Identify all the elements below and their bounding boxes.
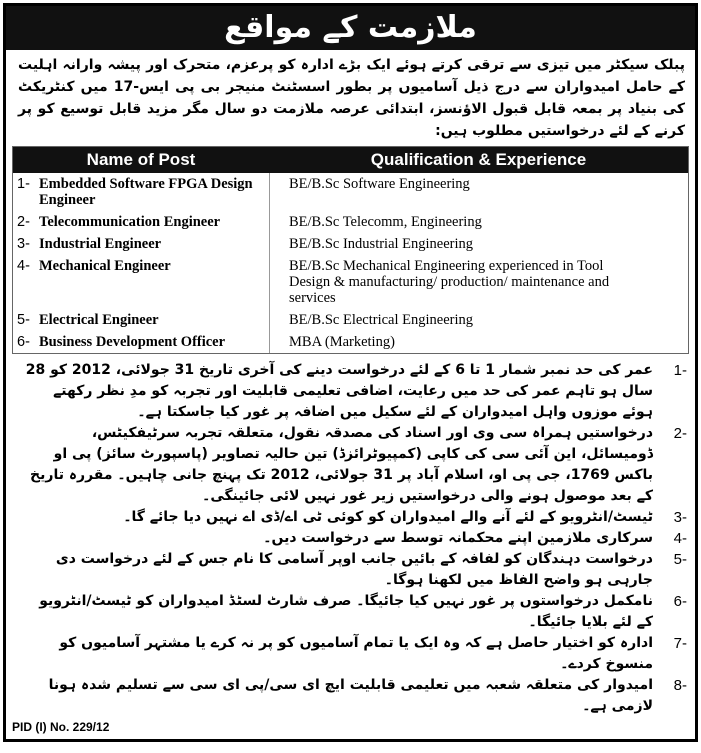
post-name: Business Development Officer [39, 334, 226, 350]
term-item [18, 528, 687, 549]
post-name: Mechanical Engineer [39, 258, 171, 274]
post-name: Telecommunication Engineer [39, 214, 221, 230]
intro-paragraph: پبلک سیکٹر میں تیزی سے ترقی کرتے ہوئے ایک بڑے ادارہ کو پرعزم، متحرک اور پیشہ وارانہ اہلیت کے حامل امیدواران سے درج ذیل آسامیوں پر بطور اسسٹنٹ منیجر بی پی ایس-17 میں کنٹریکٹ کی بنیاد پر بمعہ قابل قبول الاؤنسز، ابتدائی عرصہ ملازمت دو سال مگر مزید قابل توسیع کو پر کرنے کے لئے درخواستیں مطلوب ہیں: [18, 57, 686, 139]
term-text: عمر کی حد نمبر شمار 1 تا 6 کے لئے درخواست دینے کی آخری تاریخ 31 جولائی، 2012 کو 28 سال ہو تاہم عمر کی حد میں رعایت، اضافی تعلیمی قابلیت اور تجربہ کو مدِ نظر رکھتے ہوئے موزوں واہل امیدواران کے لئے سکیل میں اضافہ پر غور کیا جاسکتا ہے۔ [25, 362, 653, 420]
ad-title: ملازمت کے مواقع [6, 6, 695, 50]
term-item [18, 549, 687, 591]
qualification: BE/B.Sc Industrial Engineering [289, 236, 474, 252]
table-header [13, 147, 688, 173]
table-row [13, 173, 688, 211]
qualification: MBA (Marketing) [289, 334, 395, 350]
term-text: امیدوار کی متعلقہ شعبہ میں تعلیمی قابلیت ایچ ای سی/پی ای سی سے تسلیم شدہ ہونا لازمی ہے۔ [48, 677, 653, 714]
term-number: 7- [673, 635, 687, 652]
term-text: سرکاری ملازمین اپنے محکمانہ توسط سے درخواست دیں۔ [263, 530, 653, 546]
post-name: Industrial Engineer [39, 236, 162, 252]
term-text: نامکمل درخواستوں پر غور نہیں کیا جائیگا۔ صرف شارٹ لسٹڈ امیدواران کو ٹیسٹ/انٹرویو کے لئے بلایا جائیگا۔ [39, 593, 653, 630]
term-number: 8- [673, 677, 687, 694]
term-text: درخواست دہندگان کو لفافہ کے بائیں جانب اوپر آسامی کا نام جس کے لئے درخواست دی جارہی ہو واضح الفاظ میں لکھنا ہوگا۔ [55, 551, 653, 588]
row-number: 3- [17, 236, 30, 252]
header-name-of-post: Name of Post [86, 150, 196, 169]
term-text: ٹیسٹ/انٹرویو کے لئے آنے والے امیدواران کو کوئی ٹی اے/ڈی اے نہیں دیا جائے گا۔ [123, 509, 653, 525]
term-text: درخواستیں ہمراہ سی وی اور اسناد کی مصدقہ نقول، متعلقہ تجربہ سرٹیفکیٹس، ڈومیسائل، این آئی سی کی کاپی (کمپیوٹرائزڈ) تین حالیہ تصاویر (پاسپورٹ سائز) پی او باکس 1769، جی پی او، اسلام آباد پر 31 جولائی، 2012 تک پہنچ جانی چاہیں۔ مقررہ تاریخ کے بعد موصول ہونے والی درخواستیں زیر غور نہیں لائی جائینگی۔ [30, 425, 653, 504]
row-number: 5- [17, 312, 30, 328]
term-number: 4- [673, 530, 687, 547]
term-item [18, 591, 687, 633]
job-advertisement [3, 3, 698, 742]
term-item [18, 675, 687, 717]
term-item [18, 423, 687, 507]
table-row [13, 233, 688, 255]
terms-list [18, 360, 687, 717]
term-number: 2- [673, 425, 687, 442]
qualification: BE/B.Sc Mechanical Engineering experienced in Tool Design & manufacturing/ production/ maintenance and services [289, 258, 610, 306]
term-number: 5- [673, 551, 687, 568]
posts-table [12, 146, 689, 354]
qualification: BE/B.Sc Software Engineering [289, 176, 470, 192]
header-qualification: Qualification & Experience [370, 150, 587, 169]
term-item [18, 507, 687, 528]
qualification: BE/B.Sc Electrical Engineering [289, 312, 474, 328]
table-row [13, 331, 688, 353]
term-number: 3- [673, 509, 687, 526]
post-name: Embedded Software FPGA Design Engineer [39, 176, 253, 208]
column-divider [269, 173, 270, 353]
row-number: 1- [17, 176, 30, 192]
pid-number: PID (I) No. 229/12 [12, 720, 110, 734]
term-text: ادارہ کو اختیار حاصل ہے کہ وہ ایک یا تمام آسامیوں کو پر نہ کرے یا مشتہر آسامیوں کو منسوخ کردے۔ [59, 635, 653, 672]
term-number: 1- [673, 362, 687, 379]
table-row [13, 211, 688, 233]
term-item [18, 633, 687, 675]
term-number: 6- [673, 593, 687, 610]
row-number: 6- [17, 334, 30, 350]
table-row [13, 309, 688, 331]
row-number: 4- [17, 258, 30, 274]
qualification: BE/B.Sc Telecomm, Engineering [289, 214, 482, 230]
term-item [18, 360, 687, 423]
row-number: 2- [17, 214, 30, 230]
table-row [13, 255, 688, 309]
post-name: Electrical Engineer [39, 312, 159, 328]
